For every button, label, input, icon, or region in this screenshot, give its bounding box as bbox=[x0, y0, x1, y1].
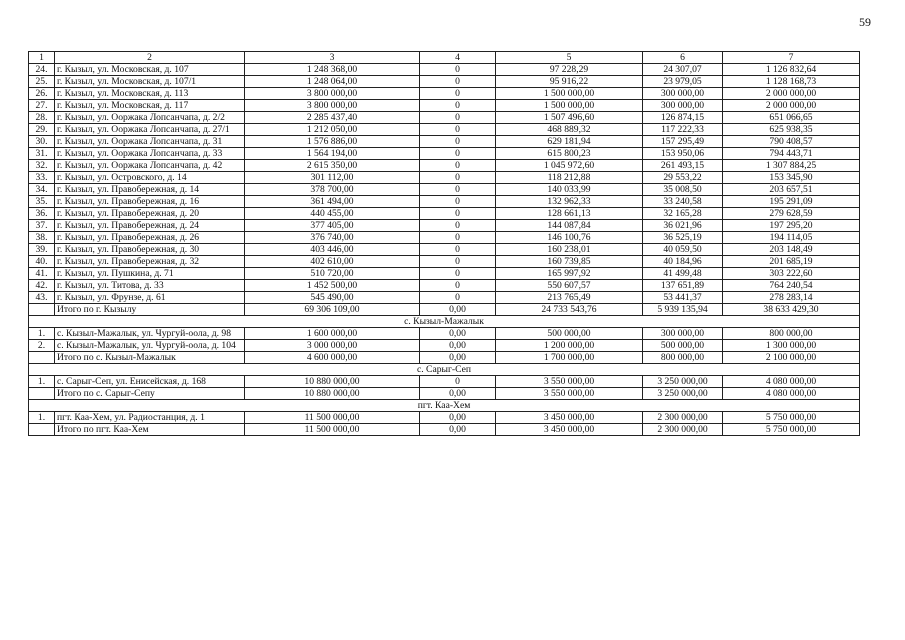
total-row bbox=[29, 352, 860, 364]
row-number: 34. bbox=[29, 184, 55, 196]
total-col7: 5 750 000,00 bbox=[723, 424, 860, 436]
address-cell: с. Сарыг-Сеп, ул. Енисейская, д. 168 bbox=[55, 376, 245, 388]
value-col3: 378 700,00 bbox=[245, 184, 420, 196]
address-cell: г. Кызыл, ул. Правобережная, д. 20 bbox=[55, 208, 245, 220]
row-number: 1. bbox=[29, 412, 55, 424]
total-col5: 3 550 000,00 bbox=[496, 388, 643, 400]
value-col6: 24 307,07 bbox=[643, 64, 723, 76]
value-col5: 144 087,84 bbox=[496, 220, 643, 232]
value-col5: 1 500 000,00 bbox=[496, 88, 643, 100]
table-row bbox=[29, 256, 860, 268]
data-table bbox=[28, 51, 860, 436]
total-row bbox=[29, 304, 860, 316]
section-title: с. Кызыл-Мажалык bbox=[29, 316, 860, 328]
value-col3: 376 740,00 bbox=[245, 232, 420, 244]
row-number: 35. bbox=[29, 196, 55, 208]
total-label: Итого по г. Кызылу bbox=[55, 304, 245, 316]
value-col3: 10 880 000,00 bbox=[245, 376, 420, 388]
value-col3: 3 800 000,00 bbox=[245, 88, 420, 100]
total-blank-cell bbox=[29, 352, 55, 364]
row-number: 33. bbox=[29, 172, 55, 184]
total-blank-cell bbox=[29, 424, 55, 436]
address-cell: с. Кызыл-Мажалык, ул. Чургуй-оола, д. 98 bbox=[55, 328, 245, 340]
value-col4: 0 bbox=[420, 124, 496, 136]
header-cell: 7 bbox=[723, 52, 860, 64]
value-col6: 35 008,50 bbox=[643, 184, 723, 196]
value-col6: 3 250 000,00 bbox=[643, 376, 723, 388]
table-row bbox=[29, 172, 860, 184]
value-col7: 153 345,90 bbox=[723, 172, 860, 184]
total-col6: 3 250 000,00 bbox=[643, 388, 723, 400]
address-cell: г. Кызыл, ул. Фрунзе, д. 61 bbox=[55, 292, 245, 304]
address-cell: г. Кызыл, ул. Ооржака Лопсанчапа, д. 2/2 bbox=[55, 112, 245, 124]
value-col3: 301 112,00 bbox=[245, 172, 420, 184]
address-cell: г. Кызыл, ул. Московская, д. 117 bbox=[55, 100, 245, 112]
address-cell: г. Кызыл, ул. Ооржака Лопсанчапа, д. 42 bbox=[55, 160, 245, 172]
value-col3: 1 212 050,00 bbox=[245, 124, 420, 136]
total-blank-cell bbox=[29, 388, 55, 400]
total-col6: 800 000,00 bbox=[643, 352, 723, 364]
total-col5: 1 700 000,00 bbox=[496, 352, 643, 364]
address-cell: г. Кызыл, ул. Правобережная, д. 14 bbox=[55, 184, 245, 196]
header-cell: 5 bbox=[496, 52, 643, 64]
address-cell: г. Кызыл, ул. Московская, д. 107 bbox=[55, 64, 245, 76]
value-col3: 1 564 194,00 bbox=[245, 148, 420, 160]
value-col5: 146 100,76 bbox=[496, 232, 643, 244]
table-row bbox=[29, 76, 860, 88]
value-col7: 197 295,20 bbox=[723, 220, 860, 232]
value-col4: 0 bbox=[420, 232, 496, 244]
value-col3: 1 452 500,00 bbox=[245, 280, 420, 292]
address-cell: г. Кызыл, ул. Правобережная, д. 32 bbox=[55, 256, 245, 268]
row-number: 30. bbox=[29, 136, 55, 148]
total-row bbox=[29, 388, 860, 400]
row-number: 24. bbox=[29, 64, 55, 76]
value-col7: 279 628,59 bbox=[723, 208, 860, 220]
table-row bbox=[29, 412, 860, 424]
value-col5: 1 045 972,60 bbox=[496, 160, 643, 172]
value-col5: 160 739,85 bbox=[496, 256, 643, 268]
table-row bbox=[29, 208, 860, 220]
value-col6: 126 874,15 bbox=[643, 112, 723, 124]
value-col4: 0,00 bbox=[420, 328, 496, 340]
value-col5: 1 507 496,60 bbox=[496, 112, 643, 124]
table-row bbox=[29, 196, 860, 208]
address-cell: г. Кызыл, ул. Пушкина, д. 71 bbox=[55, 268, 245, 280]
section-header-row bbox=[29, 400, 860, 412]
total-label: Итого по с. Сарыг-Сепу bbox=[55, 388, 245, 400]
table-row bbox=[29, 124, 860, 136]
value-col7: 201 685,19 bbox=[723, 256, 860, 268]
value-col3: 361 494,00 bbox=[245, 196, 420, 208]
address-cell: г. Кызыл, ул. Московская, д. 107/1 bbox=[55, 76, 245, 88]
row-number: 29. bbox=[29, 124, 55, 136]
row-number: 43. bbox=[29, 292, 55, 304]
total-row bbox=[29, 424, 860, 436]
total-blank-cell bbox=[29, 304, 55, 316]
table-row bbox=[29, 268, 860, 280]
value-col5: 550 607,57 bbox=[496, 280, 643, 292]
row-number: 27. bbox=[29, 100, 55, 112]
value-col4: 0 bbox=[420, 220, 496, 232]
value-col6: 261 493,15 bbox=[643, 160, 723, 172]
total-col3: 10 880 000,00 bbox=[245, 388, 420, 400]
value-col7: 5 750 000,00 bbox=[723, 412, 860, 424]
value-col6: 29 553,22 bbox=[643, 172, 723, 184]
value-col5: 140 033,99 bbox=[496, 184, 643, 196]
value-col4: 0 bbox=[420, 172, 496, 184]
value-col7: 278 283,14 bbox=[723, 292, 860, 304]
row-number: 37. bbox=[29, 220, 55, 232]
value-col7: 764 240,54 bbox=[723, 280, 860, 292]
value-col4: 0 bbox=[420, 100, 496, 112]
row-number: 40. bbox=[29, 256, 55, 268]
header-cell: 6 bbox=[643, 52, 723, 64]
table-row bbox=[29, 88, 860, 100]
row-number: 32. bbox=[29, 160, 55, 172]
section-header-row bbox=[29, 364, 860, 376]
value-col3: 545 490,00 bbox=[245, 292, 420, 304]
table-row bbox=[29, 244, 860, 256]
value-col6: 153 950,06 bbox=[643, 148, 723, 160]
value-col7: 1 126 832,64 bbox=[723, 64, 860, 76]
row-number: 1. bbox=[29, 328, 55, 340]
value-col5: 468 889,32 bbox=[496, 124, 643, 136]
value-col5: 95 916,22 bbox=[496, 76, 643, 88]
value-col5: 128 661,13 bbox=[496, 208, 643, 220]
value-col3: 402 610,00 bbox=[245, 256, 420, 268]
value-col7: 625 938,35 bbox=[723, 124, 860, 136]
value-col7: 794 443,71 bbox=[723, 148, 860, 160]
row-number: 39. bbox=[29, 244, 55, 256]
total-col7: 2 100 000,00 bbox=[723, 352, 860, 364]
value-col4: 0 bbox=[420, 196, 496, 208]
value-col7: 1 300 000,00 bbox=[723, 340, 860, 352]
table-row bbox=[29, 184, 860, 196]
value-col7: 800 000,00 bbox=[723, 328, 860, 340]
address-cell: г. Кызыл, ул. Ооржака Лопсанчапа, д. 33 bbox=[55, 148, 245, 160]
total-label: Итого по с. Кызыл-Мажалык bbox=[55, 352, 245, 364]
row-number: 1. bbox=[29, 376, 55, 388]
value-col7: 790 408,57 bbox=[723, 136, 860, 148]
address-cell: г. Кызыл, ул. Правобережная, д. 26 bbox=[55, 232, 245, 244]
value-col3: 510 720,00 bbox=[245, 268, 420, 280]
value-col4: 0 bbox=[420, 148, 496, 160]
value-col6: 157 295,49 bbox=[643, 136, 723, 148]
value-col6: 2 300 000,00 bbox=[643, 412, 723, 424]
value-col3: 1 600 000,00 bbox=[245, 328, 420, 340]
row-number: 38. bbox=[29, 232, 55, 244]
value-col3: 3 800 000,00 bbox=[245, 100, 420, 112]
value-col7: 195 291,09 bbox=[723, 196, 860, 208]
header-row bbox=[29, 52, 860, 64]
value-col5: 97 228,29 bbox=[496, 64, 643, 76]
address-cell: г. Кызыл, ул. Московская, д. 113 bbox=[55, 88, 245, 100]
value-col4: 0 bbox=[420, 280, 496, 292]
table-row bbox=[29, 328, 860, 340]
table-row bbox=[29, 160, 860, 172]
section-title: пгт. Каа-Хем bbox=[29, 400, 860, 412]
value-col4: 0 bbox=[420, 160, 496, 172]
value-col3: 2 615 350,00 bbox=[245, 160, 420, 172]
table-row bbox=[29, 136, 860, 148]
table-row bbox=[29, 100, 860, 112]
value-col3: 403 446,00 bbox=[245, 244, 420, 256]
value-col6: 36 525,19 bbox=[643, 232, 723, 244]
value-col7: 303 222,60 bbox=[723, 268, 860, 280]
table-body bbox=[29, 52, 860, 436]
total-col5: 24 733 543,76 bbox=[496, 304, 643, 316]
value-col7: 203 657,51 bbox=[723, 184, 860, 196]
value-col7: 651 066,65 bbox=[723, 112, 860, 124]
value-col3: 11 500 000,00 bbox=[245, 412, 420, 424]
total-col7: 4 080 000,00 bbox=[723, 388, 860, 400]
value-col5: 500 000,00 bbox=[496, 328, 643, 340]
address-cell: г. Кызыл, ул. Ооржака Лопсанчапа, д. 31 bbox=[55, 136, 245, 148]
value-col4: 0,00 bbox=[420, 412, 496, 424]
address-cell: г. Кызыл, ул. Ооржака Лопсанчапа, д. 27/1 bbox=[55, 124, 245, 136]
total-col5: 3 450 000,00 bbox=[496, 424, 643, 436]
value-col6: 41 499,48 bbox=[643, 268, 723, 280]
value-col4: 0 bbox=[420, 76, 496, 88]
address-cell: г. Кызыл, ул. Островского, д. 14 bbox=[55, 172, 245, 184]
value-col3: 1 248 064,00 bbox=[245, 76, 420, 88]
value-col4: 0 bbox=[420, 244, 496, 256]
total-col6: 2 300 000,00 bbox=[643, 424, 723, 436]
value-col5: 160 238,01 bbox=[496, 244, 643, 256]
total-col7: 38 633 429,30 bbox=[723, 304, 860, 316]
total-col4: 0,00 bbox=[420, 388, 496, 400]
table-row bbox=[29, 112, 860, 124]
value-col6: 40 059,50 bbox=[643, 244, 723, 256]
value-col6: 32 165,28 bbox=[643, 208, 723, 220]
value-col6: 300 000,00 bbox=[643, 100, 723, 112]
table-row bbox=[29, 292, 860, 304]
value-col5: 165 997,92 bbox=[496, 268, 643, 280]
value-col7: 4 080 000,00 bbox=[723, 376, 860, 388]
row-number: 41. bbox=[29, 268, 55, 280]
value-col4: 0 bbox=[420, 64, 496, 76]
value-col5: 629 181,94 bbox=[496, 136, 643, 148]
value-col6: 23 979,05 bbox=[643, 76, 723, 88]
value-col3: 2 285 437,40 bbox=[245, 112, 420, 124]
value-col3: 1 248 368,00 bbox=[245, 64, 420, 76]
address-cell: пгт. Каа-Хем, ул. Радиостанция, д. 1 bbox=[55, 412, 245, 424]
table-row bbox=[29, 340, 860, 352]
value-col4: 0 bbox=[420, 292, 496, 304]
header-cell: 2 bbox=[55, 52, 245, 64]
table-row bbox=[29, 280, 860, 292]
total-col3: 11 500 000,00 bbox=[245, 424, 420, 436]
value-col4: 0 bbox=[420, 256, 496, 268]
value-col6: 137 651,89 bbox=[643, 280, 723, 292]
address-cell: г. Кызыл, ул. Правобережная, д. 24 bbox=[55, 220, 245, 232]
table-row bbox=[29, 220, 860, 232]
value-col3: 1 576 886,00 bbox=[245, 136, 420, 148]
value-col6: 300 000,00 bbox=[643, 328, 723, 340]
address-cell: г. Кызыл, ул. Правобережная, д. 30 bbox=[55, 244, 245, 256]
value-col7: 194 114,05 bbox=[723, 232, 860, 244]
total-col3: 69 306 109,00 bbox=[245, 304, 420, 316]
value-col5: 3 550 000,00 bbox=[496, 376, 643, 388]
header-cell: 4 bbox=[420, 52, 496, 64]
page-number: 59 bbox=[859, 15, 871, 29]
row-number: 28. bbox=[29, 112, 55, 124]
value-col7: 1 307 884,25 bbox=[723, 160, 860, 172]
address-cell: г. Кызыл, ул. Правобережная, д. 16 bbox=[55, 196, 245, 208]
row-number: 36. bbox=[29, 208, 55, 220]
value-col6: 300 000,00 bbox=[643, 88, 723, 100]
value-col7: 2 000 000,00 bbox=[723, 100, 860, 112]
value-col4: 0,00 bbox=[420, 340, 496, 352]
total-col4: 0,00 bbox=[420, 304, 496, 316]
value-col7: 2 000 000,00 bbox=[723, 88, 860, 100]
table-row bbox=[29, 64, 860, 76]
value-col6: 40 184,96 bbox=[643, 256, 723, 268]
table-row bbox=[29, 376, 860, 388]
value-col4: 0 bbox=[420, 184, 496, 196]
total-col4: 0,00 bbox=[420, 424, 496, 436]
header-cell: 1 bbox=[29, 52, 55, 64]
row-number: 42. bbox=[29, 280, 55, 292]
value-col5: 3 450 000,00 bbox=[496, 412, 643, 424]
value-col5: 118 212,88 bbox=[496, 172, 643, 184]
row-number: 26. bbox=[29, 88, 55, 100]
value-col4: 0 bbox=[420, 376, 496, 388]
address-cell: г. Кызыл, ул. Титова, д. 33 bbox=[55, 280, 245, 292]
value-col5: 615 800,23 bbox=[496, 148, 643, 160]
table-row bbox=[29, 148, 860, 160]
row-number: 2. bbox=[29, 340, 55, 352]
section-title: с. Сарыг-Сеп bbox=[29, 364, 860, 376]
value-col6: 33 240,58 bbox=[643, 196, 723, 208]
value-col5: 213 765,49 bbox=[496, 292, 643, 304]
value-col6: 117 222,33 bbox=[643, 124, 723, 136]
value-col3: 377 405,00 bbox=[245, 220, 420, 232]
value-col5: 1 500 000,00 bbox=[496, 100, 643, 112]
value-col5: 132 962,33 bbox=[496, 196, 643, 208]
value-col6: 500 000,00 bbox=[643, 340, 723, 352]
table-row bbox=[29, 232, 860, 244]
total-col6: 5 939 135,94 bbox=[643, 304, 723, 316]
value-col3: 3 000 000,00 bbox=[245, 340, 420, 352]
header-cell: 3 bbox=[245, 52, 420, 64]
value-col3: 440 455,00 bbox=[245, 208, 420, 220]
address-cell: с. Кызыл-Мажалык, ул. Чургуй-оола, д. 104 bbox=[55, 340, 245, 352]
total-col3: 4 600 000,00 bbox=[245, 352, 420, 364]
value-col4: 0 bbox=[420, 208, 496, 220]
value-col4: 0 bbox=[420, 136, 496, 148]
value-col4: 0 bbox=[420, 112, 496, 124]
value-col5: 1 200 000,00 bbox=[496, 340, 643, 352]
total-label: Итого по пгт. Каа-Хем bbox=[55, 424, 245, 436]
value-col6: 36 021,96 bbox=[643, 220, 723, 232]
value-col4: 0 bbox=[420, 268, 496, 280]
value-col7: 1 128 168,73 bbox=[723, 76, 860, 88]
section-header-row bbox=[29, 316, 860, 328]
total-col4: 0,00 bbox=[420, 352, 496, 364]
value-col6: 53 441,37 bbox=[643, 292, 723, 304]
value-col7: 203 148,49 bbox=[723, 244, 860, 256]
row-number: 25. bbox=[29, 76, 55, 88]
row-number: 31. bbox=[29, 148, 55, 160]
value-col4: 0 bbox=[420, 88, 496, 100]
